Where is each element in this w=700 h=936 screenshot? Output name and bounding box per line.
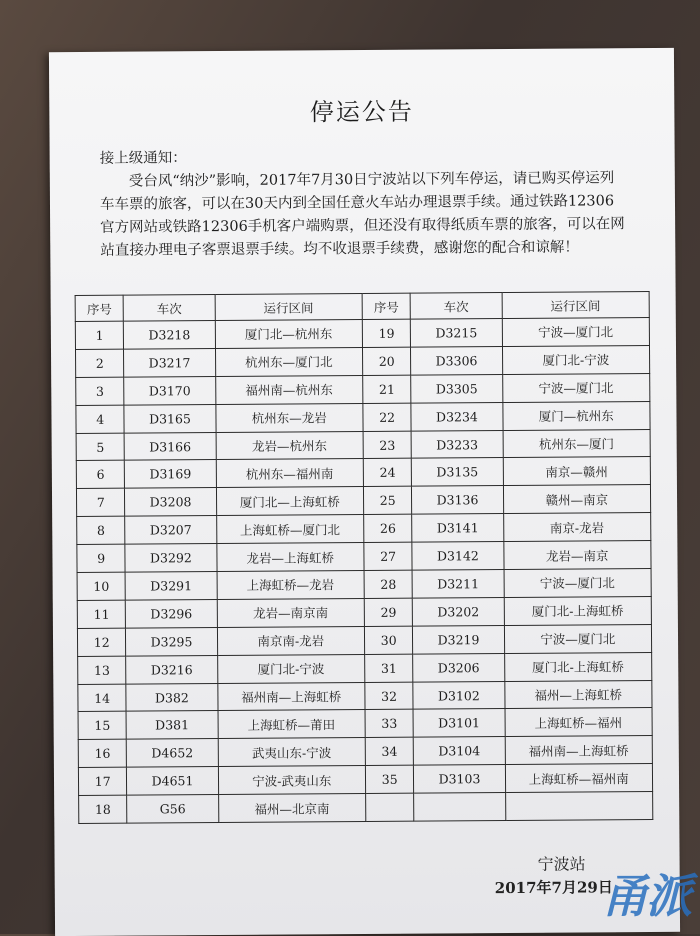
table-row bbox=[75, 345, 649, 377]
cell-route: 福州南—上海虹桥 bbox=[217, 682, 365, 711]
page-title: 停运公告 bbox=[309, 97, 414, 127]
cell-route: 厦门北-上海虹桥 bbox=[504, 596, 652, 625]
table-row bbox=[76, 373, 650, 405]
cell-seq: 17 bbox=[78, 767, 127, 795]
cell-route: 龙岩—南京南 bbox=[217, 598, 365, 627]
table-row bbox=[77, 596, 651, 628]
table-row bbox=[76, 457, 650, 489]
cell-route: 上海虹桥—龙岩 bbox=[217, 571, 365, 600]
cell-train: D3217 bbox=[124, 348, 215, 377]
cell-seq: 22 bbox=[363, 403, 412, 431]
cell-route: 宁波—厦门北 bbox=[504, 624, 652, 653]
cell-train: D3234 bbox=[411, 402, 502, 431]
table-row bbox=[77, 541, 651, 573]
cell-route: 武夷山东-宁波 bbox=[218, 738, 366, 767]
cell-seq: 28 bbox=[364, 570, 413, 598]
cell-seq: 20 bbox=[362, 347, 411, 375]
cell-train: D381 bbox=[126, 711, 217, 740]
cell-route: 福州—上海虹桥 bbox=[504, 680, 652, 709]
cell-train: D3141 bbox=[412, 514, 503, 543]
cell-seq: 30 bbox=[364, 626, 413, 654]
cell-train: D3292 bbox=[125, 544, 216, 573]
cell-seq: 2 bbox=[75, 349, 124, 377]
cell-seq: 25 bbox=[363, 487, 412, 515]
cell-train: D4652 bbox=[127, 739, 218, 768]
cell-seq bbox=[366, 793, 415, 821]
cell-train: D3103 bbox=[414, 765, 505, 794]
notice-text bbox=[100, 144, 629, 263]
cell-train: D3101 bbox=[413, 709, 504, 738]
header-train-right: 车次 bbox=[410, 293, 501, 320]
cell-seq: 7 bbox=[76, 489, 125, 517]
cell-route: 厦门—杭州东 bbox=[502, 401, 650, 430]
table-row bbox=[78, 708, 652, 740]
issue-date: 2017年7月29日 bbox=[494, 878, 613, 898]
cell-train: D3165 bbox=[124, 404, 215, 433]
cell-route: 福州南—上海虹桥 bbox=[505, 736, 653, 765]
cell-train: D3233 bbox=[411, 430, 502, 459]
cell-train: D3142 bbox=[412, 542, 503, 571]
cell-route: 宁波—厦门北 bbox=[502, 318, 650, 347]
cell-seq: 34 bbox=[365, 738, 414, 766]
cell-seq: 15 bbox=[78, 712, 127, 740]
cell-route bbox=[505, 792, 653, 821]
cell-route: 杭州东—厦门 bbox=[503, 429, 651, 458]
header-train-left: 车次 bbox=[124, 295, 215, 322]
cell-route: 赣州—南京 bbox=[503, 485, 651, 514]
cell-seq: 14 bbox=[78, 684, 127, 712]
table-row bbox=[78, 764, 652, 796]
cell-seq: 3 bbox=[76, 377, 125, 405]
notice-paper bbox=[49, 48, 680, 936]
table-row bbox=[75, 318, 649, 350]
cell-train: D3219 bbox=[413, 625, 504, 654]
table-row bbox=[76, 401, 650, 433]
cell-route: 宁波-武夷山东 bbox=[218, 766, 366, 795]
cell-seq: 4 bbox=[76, 405, 125, 433]
cell-seq: 23 bbox=[363, 431, 412, 459]
cell-seq: 29 bbox=[364, 598, 413, 626]
cell-route: 上海虹桥—福州南 bbox=[505, 764, 653, 793]
cell-route: 上海虹桥—福州 bbox=[505, 708, 653, 737]
header-route-left: 运行区间 bbox=[215, 294, 363, 321]
cell-train: D3136 bbox=[412, 486, 503, 515]
cell-seq: 26 bbox=[364, 514, 413, 542]
cell-route: 福州—北京南 bbox=[218, 794, 366, 823]
header-seq-right: 序号 bbox=[362, 293, 411, 319]
cell-train: D3207 bbox=[125, 516, 216, 545]
cell-route: 龙岩—杭州东 bbox=[216, 431, 364, 460]
cell-train: D3211 bbox=[412, 570, 503, 599]
cell-train: D3135 bbox=[412, 458, 503, 487]
cell-seq: 35 bbox=[365, 765, 414, 793]
cell-train: D3202 bbox=[413, 597, 504, 626]
cell-train: D3170 bbox=[124, 376, 215, 405]
table-header-row bbox=[75, 292, 649, 322]
cell-route: 杭州东—福州南 bbox=[216, 459, 364, 488]
cell-train: D3305 bbox=[411, 374, 502, 403]
cell-train: D3216 bbox=[126, 655, 217, 684]
cell-train: D3306 bbox=[411, 346, 502, 375]
cell-route: 南京—赣州 bbox=[503, 457, 651, 486]
cell-train: D3169 bbox=[125, 460, 216, 489]
cell-seq: 16 bbox=[78, 740, 127, 768]
cell-train: D3102 bbox=[413, 681, 504, 710]
cell-route: 上海虹桥—厦门北 bbox=[216, 515, 364, 544]
cell-train: D3166 bbox=[124, 432, 215, 461]
cell-route: 厦门北—杭州东 bbox=[215, 320, 363, 349]
cell-train: D3218 bbox=[124, 321, 215, 350]
cell-seq: 6 bbox=[76, 461, 125, 489]
table-row bbox=[78, 736, 652, 768]
cell-seq: 27 bbox=[364, 542, 413, 570]
cell-train bbox=[414, 793, 505, 822]
cell-route: 杭州东—厦门北 bbox=[215, 347, 363, 376]
cell-train: D3104 bbox=[414, 737, 505, 766]
cell-seq: 10 bbox=[77, 572, 126, 600]
issuer-name: 宁波站 bbox=[537, 854, 586, 874]
cell-route: 厦门北—上海虹桥 bbox=[216, 487, 364, 516]
cell-seq: 32 bbox=[365, 682, 414, 710]
watermark-logo: 甬派 bbox=[602, 869, 690, 923]
cell-seq: 13 bbox=[78, 656, 127, 684]
cell-train: G56 bbox=[127, 795, 218, 824]
table-row bbox=[78, 652, 652, 684]
cell-route: 上海虹桥—莆田 bbox=[218, 710, 366, 739]
cell-seq: 18 bbox=[79, 795, 128, 823]
notice-body: 受台风“纳沙”影响，2017年7月30日宁波站以下列车停运，请已购买停运列车车票的旅客，可以在30天内到全国任意火车站办理退票手续。通过铁路12306官方网站或铁路12306手机客户端购票，但还没有取得纸质车票的旅客，可以在网站直接办理电子客票退票手续。均不收退票手续费，感谢您的配合和谅解！ bbox=[99, 170, 625, 259]
table-row bbox=[79, 792, 653, 824]
cell-train: D382 bbox=[126, 683, 217, 712]
cell-seq: 1 bbox=[75, 321, 124, 349]
table-row bbox=[78, 680, 652, 712]
cell-train: D3296 bbox=[126, 599, 217, 628]
table-row bbox=[77, 624, 651, 656]
cell-seq: 12 bbox=[77, 628, 126, 656]
table-row bbox=[77, 513, 651, 545]
table-row bbox=[76, 485, 650, 517]
cell-route: 厦门北-上海虹桥 bbox=[504, 652, 652, 681]
cell-route: 厦门北-宁波 bbox=[217, 654, 365, 683]
cell-route: 龙岩—上海虹桥 bbox=[216, 543, 364, 572]
header-seq-left: 序号 bbox=[75, 295, 124, 321]
cell-train: D3295 bbox=[126, 627, 217, 656]
cell-route: 杭州东—龙岩 bbox=[215, 403, 363, 432]
cell-route: 宁波—厦门北 bbox=[504, 569, 652, 598]
cell-train: D3291 bbox=[125, 572, 216, 601]
cell-train: D3215 bbox=[411, 319, 502, 348]
cell-route: 南京南-龙岩 bbox=[217, 626, 365, 655]
cell-train: D4651 bbox=[127, 767, 218, 796]
cell-seq: 21 bbox=[363, 375, 412, 403]
cell-train: D3208 bbox=[125, 488, 216, 517]
cell-seq: 5 bbox=[76, 433, 125, 461]
cell-seq: 24 bbox=[363, 459, 412, 487]
cell-seq: 33 bbox=[365, 710, 414, 738]
cell-route: 厦门北-宁波 bbox=[502, 345, 650, 374]
cell-seq: 11 bbox=[77, 600, 126, 628]
cell-seq: 8 bbox=[77, 516, 126, 544]
suspended-trains-table bbox=[75, 291, 654, 824]
header-route-right: 运行区间 bbox=[502, 292, 650, 319]
cell-route: 宁波—厦门北 bbox=[502, 373, 650, 402]
notice-greeting: 接上级通知： bbox=[99, 150, 187, 167]
cell-seq: 31 bbox=[365, 654, 414, 682]
cell-train: D3206 bbox=[413, 653, 504, 682]
cell-seq: 9 bbox=[77, 544, 126, 572]
cell-route: 龙岩—南京 bbox=[503, 541, 651, 570]
cell-seq: 19 bbox=[362, 319, 411, 347]
cell-route: 南京-龙岩 bbox=[503, 513, 651, 542]
table-row bbox=[76, 429, 650, 461]
cell-route: 福州南—杭州东 bbox=[215, 375, 363, 404]
table-row bbox=[77, 569, 651, 601]
